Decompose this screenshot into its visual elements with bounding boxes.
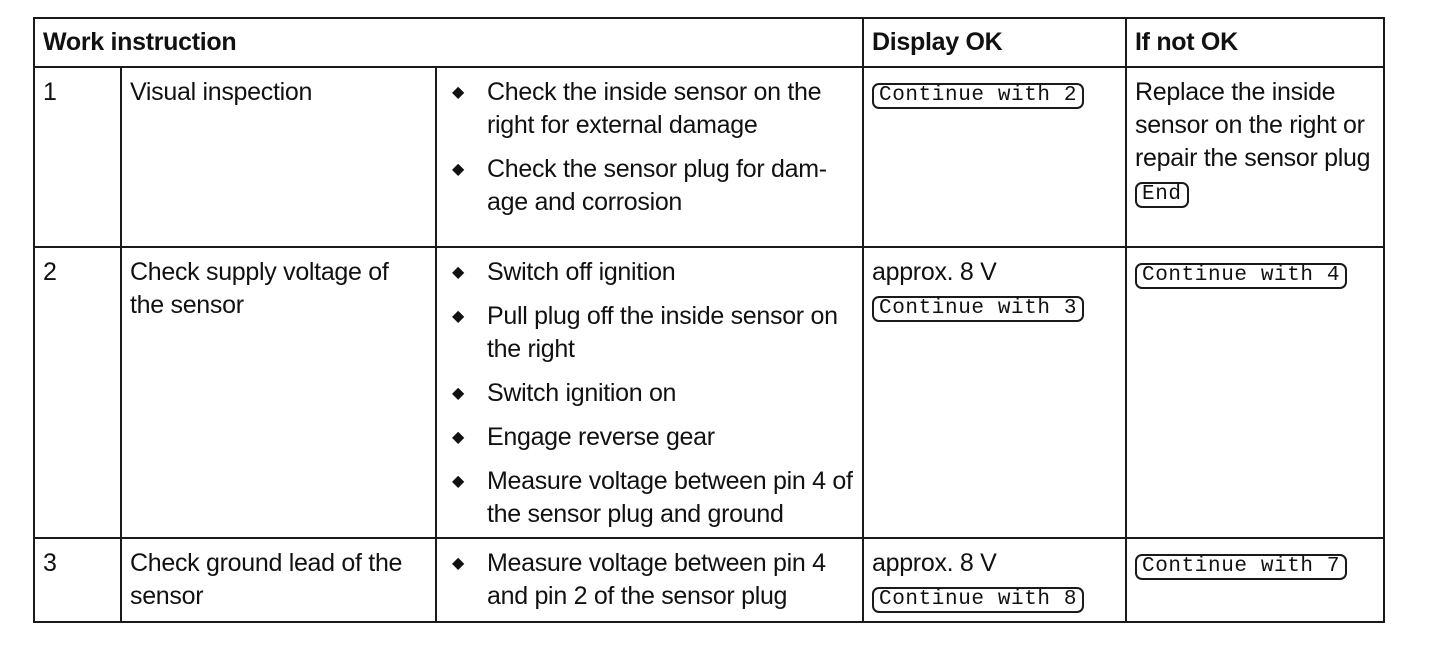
diamond-bullet-icon: ◆: [452, 473, 465, 490]
display-ok-cell: [863, 538, 1126, 622]
continue-with-4-button[interactable]: Continue with 4: [1135, 263, 1347, 289]
display-ok-cell: [863, 247, 1126, 538]
step-number: 3: [34, 538, 121, 622]
step-actions: [436, 247, 863, 538]
table-row: [34, 67, 1384, 247]
diamond-bullet-icon: ◆: [452, 429, 465, 446]
if-not-ok-cell: [1126, 247, 1384, 538]
step-number: 2: [34, 247, 121, 538]
diamond-bullet-icon: ◆: [452, 161, 465, 178]
list-item: ◆ Check the inside sensor on the right for external damage: [452, 78, 822, 139]
display-ok-cell: [863, 67, 1126, 247]
list-item: ◆ Pull plug off the inside sensor on the right: [452, 302, 838, 363]
work-instruction-table: [33, 17, 1385, 623]
continue-with-2-button[interactable]: Continue with 2: [872, 83, 1084, 109]
if-not-ok-cell: [1126, 538, 1384, 622]
if-not-ok-cell: [1126, 67, 1384, 247]
list-item: ◆ Measure voltage between pin 4 of the sensor plug and ground: [452, 467, 853, 528]
expected-value: approx. 8 V: [872, 258, 997, 286]
diamond-bullet-icon: ◆: [452, 308, 465, 325]
step-title: Visual inspection: [121, 67, 436, 247]
expected-value: approx. 8 V: [872, 549, 997, 577]
list-item: ◆ Engage reverse gear: [445, 421, 854, 454]
step-actions: [436, 538, 863, 622]
continue-with-8-button[interactable]: Continue with 8: [872, 587, 1084, 613]
step-title: Check ground lead of the sensor: [121, 538, 436, 622]
list-item: ◆ Switch ignition on: [445, 377, 854, 410]
header-work-instruction: Work instruction: [34, 18, 863, 67]
diamond-bullet-icon: ◆: [452, 385, 465, 402]
end-button[interactable]: End: [1135, 182, 1189, 208]
diamond-bullet-icon: ◆: [452, 555, 465, 572]
not-ok-instruction: Replace the inside sensor on the right or repair the sensor plug: [1135, 78, 1371, 172]
diamond-bullet-icon: ◆: [452, 264, 465, 281]
step-number: 1: [34, 67, 121, 247]
header-display-ok: Display OK: [863, 18, 1126, 67]
header-if-not-ok: If not OK: [1126, 18, 1384, 67]
list-item: ◆ Measure voltage between pin 4 and pin 2 of the sensor plug: [452, 549, 826, 610]
diamond-bullet-icon: ◆: [452, 84, 465, 101]
header-row: [34, 18, 1384, 67]
list-item: ◆ Check the sensor plug for dam-age and corrosion: [452, 155, 827, 216]
continue-with-3-button[interactable]: Continue with 3: [872, 296, 1084, 322]
table-row: [34, 247, 1384, 538]
table-row: [34, 538, 1384, 622]
list-item: ◆ Switch off ignition: [445, 256, 854, 289]
step-title: Check supply voltage of the sensor: [121, 247, 436, 538]
step-actions: [436, 67, 863, 247]
continue-with-7-button[interactable]: Continue with 7: [1135, 554, 1347, 580]
